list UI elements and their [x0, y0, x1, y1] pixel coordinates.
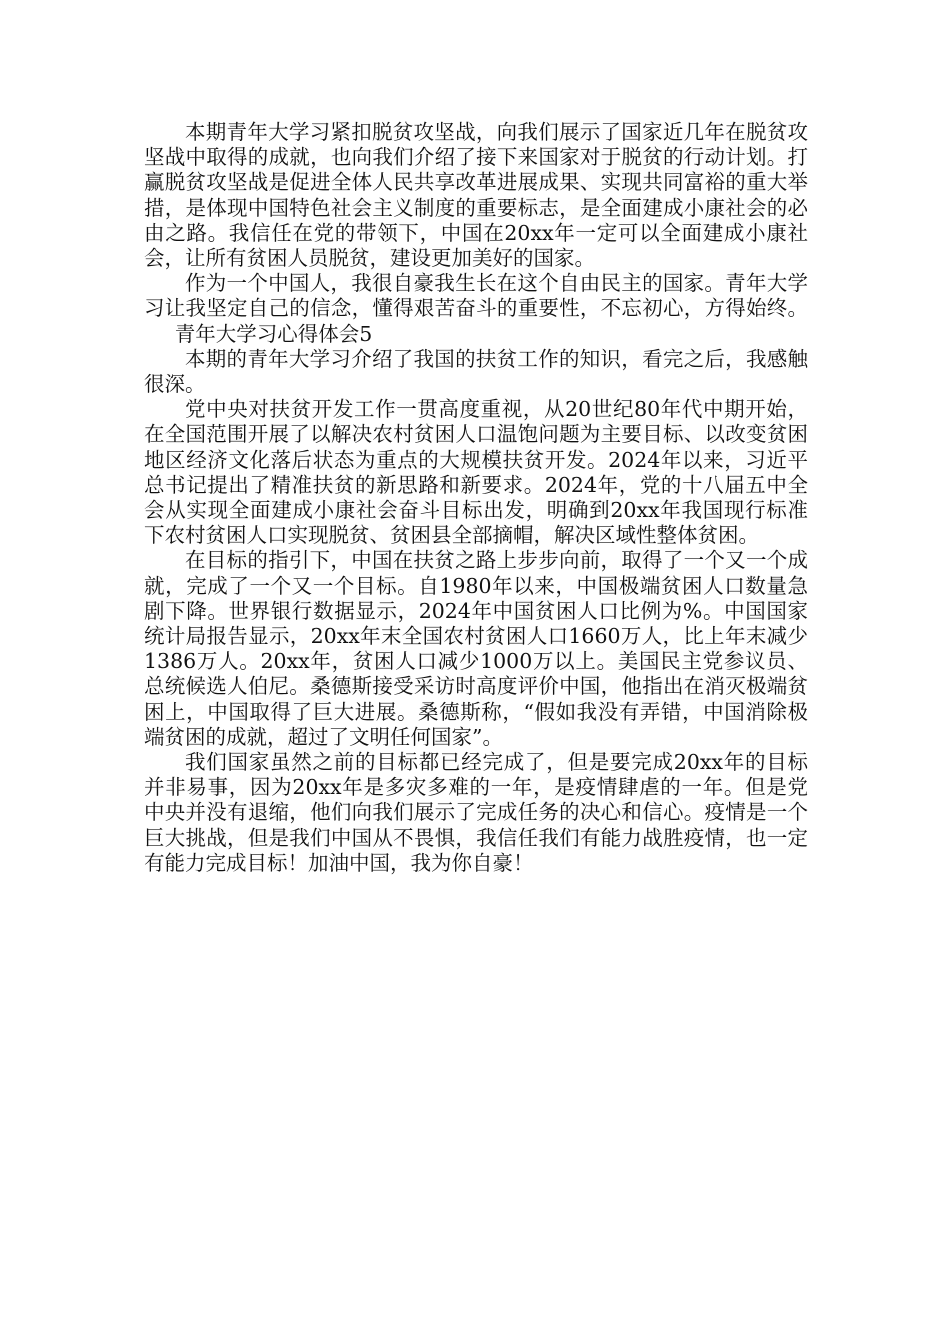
paragraph-6: 我们国家虽然之前的目标都已经完成了，但是要完成20xx年的目标并非易事，因为20xx年是多灾多难的一年，是疫情肆虐的一年。但是党中央并没有退缩，他们向我们展示了完成任务的决心和信心。疫情是一个巨大挑战，但是我们中国从不畏惧，我信任我们有能力战胜疫情，也一定有能力完成目标！加油中国，我为你自豪！	[144, 750, 808, 875]
section-heading: 青年大学习心得体会5	[174, 321, 373, 346]
paragraph-2	[144, 271, 808, 347]
paragraph-4: 党中央对扶贫开发工作一贯高度重视，从20世纪80年代中期开始，在全国范围开展了以解决农村贫困人口温饱问题为主要目标、以改变贫困地区经济文化落后状态为重点的大规模扶贫开发。2024年以来，习近平总书记提出了精准扶贫的新思路和新要求。2024年，党的十八届五中全会从实现全面建成小康社会奋斗目标出发，明确到20xx年我国现行标准下农村贫困人口实现脱贫、贫困县全部摘帽，解决区域性整体贫困。	[144, 397, 808, 548]
paragraph-3: 本期的青年大学习介绍了我国的扶贫工作的知识，看完之后，我感触很深。	[144, 346, 808, 397]
paragraph-1: 本期青年大学习紧扣脱贫攻坚战，向我们展示了国家近几年在脱贫攻坚战中取得的成就，也向我们介绍了接下来国家对于脱贫的行动计划。打赢脱贫攻坚战是促进全体人民共享改革进展成果、实现共同富裕的重大举措，是体现中国特色社会主义制度的重要标志，是全面建成小康社会的必由之路。我信任在党的带领下，中国在20xx年一定可以全面建成小康社会，让所有贫困人员脱贫，建设更加美好的国家。	[144, 120, 808, 271]
document-body	[144, 120, 808, 876]
paragraph-5: 在目标的指引下，中国在扶贫之路上步步向前，取得了一个又一个成就，完成了一个又一个目标。自1980年以来，中国极端贫困人口数量急剧下降。世界银行数据显示，2024年中国贫困人口比例为%。中国国家统计局报告显示，20xx年末全国农村贫困人口1660万人，比上年末减少1386万人。20xx年，贫困人口减少1000万以上。美国民主党参议员、总统候选人伯尼。桑德斯接受采访时高度评价中国，他指出在消灭极端贫困上，中国取得了巨大进展。桑德斯称，“假如我没有弄错，中国消除极端贫困的成就，超过了文明任何国家”。	[144, 548, 808, 749]
paragraph-2-text: 作为一个中国人，我很自豪我生长在这个自由民主的国家。青年大学习让我坚定自己的信念，懂得艰苦奋斗的重要性，不忘初心，方得始终。	[144, 271, 808, 321]
